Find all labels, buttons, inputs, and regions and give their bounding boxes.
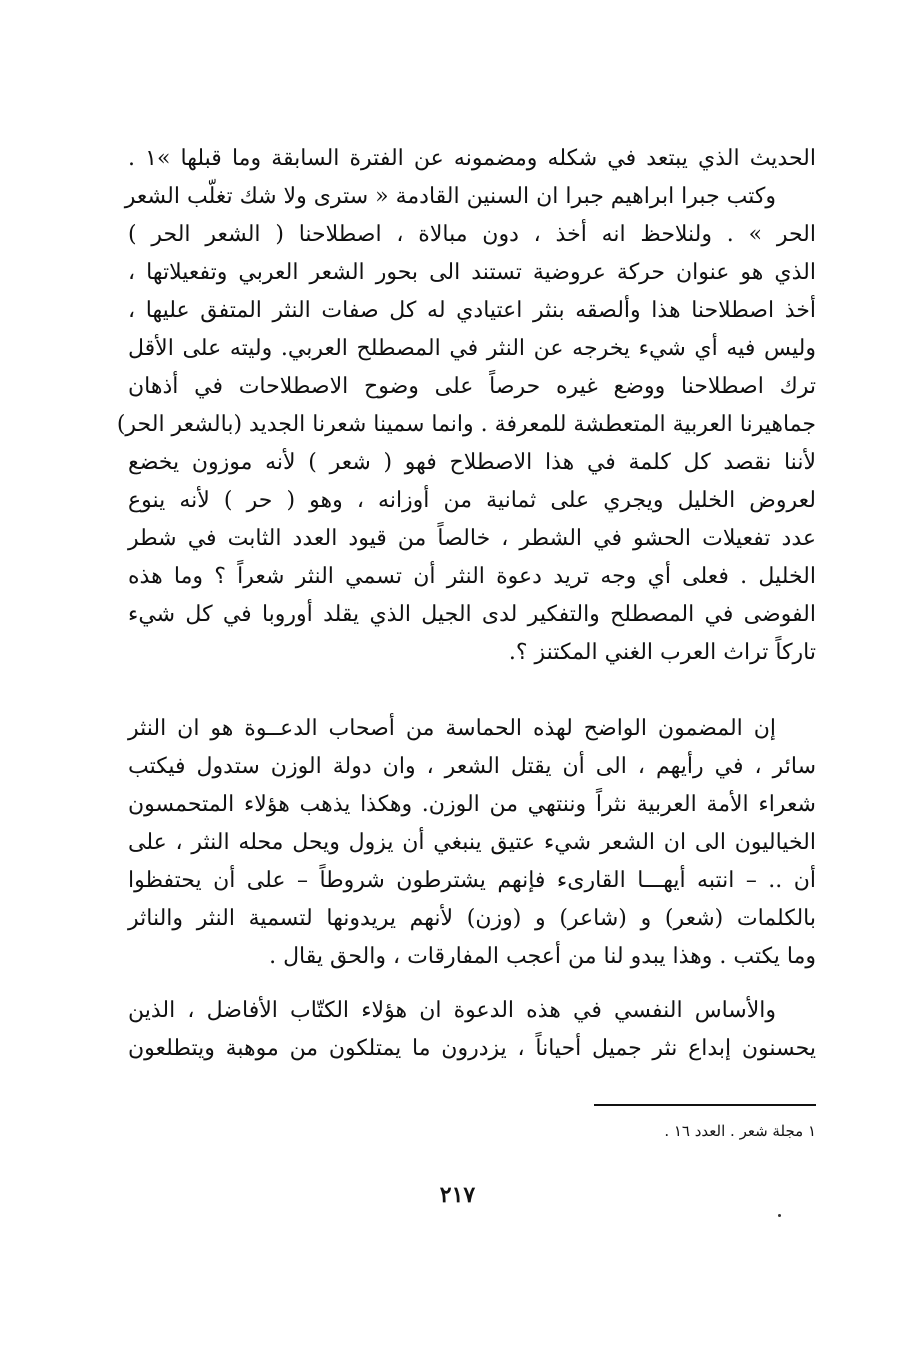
footnote: ١ مجلة شعر . العدد ١٦ . bbox=[664, 1122, 816, 1140]
text-line: سائر ، في رأيهم ، الى أن يقتل الشعر ، وان دولة الوزن ستدول فيكتب bbox=[128, 754, 816, 779]
text-line: جماهيرنا العربية المتعطشة للمعرفة . وانما سمينا شعرنا الجديد (بالشعر الحر) bbox=[116, 412, 816, 437]
paragraph-2 bbox=[128, 710, 816, 976]
text-line: إن المضمون الواضح لهذه الحماسة من أصحاب الدعــوة هو ان النثر bbox=[128, 716, 776, 741]
text-line: الفوضى في المصطلح والتفكير لدى الجيل الذي يقلد أوروبا في كل شيء bbox=[128, 602, 816, 627]
text-line: الخليل . فعلى أي وجه تريد دعوة النثر أن تسمي النثر شعراً ؟ وما هذه bbox=[128, 564, 816, 589]
text-line: وما يكتب . وهذا يبدو لنا من أعجب المفارقات ، والحق يقال . bbox=[269, 944, 816, 969]
text-line: الحديث الذي يبتعد في شكله ومضمونه عن الفترة السابقة وما قبلها »١ . bbox=[128, 146, 816, 171]
text-line: شعراء الأمة العربية نثراً وننتهي من الوزن. وهكذا يذهب هؤلاء المتحمسون bbox=[128, 792, 816, 817]
paragraph-1 bbox=[116, 140, 816, 672]
paragraph-3 bbox=[128, 992, 816, 1068]
text-line: يحسنون إبداع نثر جميل أحياناً ، يزدرون ما يمتلكون من موهبة ويتطلعون bbox=[128, 1036, 816, 1061]
text-line: الذي هو عنوان حركة عروضية تستند الى بحور الشعر العربي وتفعيلاتها ، bbox=[128, 260, 816, 285]
text-line: الحر » . ولنلاحظ انه أخذ ، دون مبالاة ، اصطلاحنا ( الشعر الحر ) bbox=[128, 222, 816, 247]
text-line: وكتب جبرا ابراهيم جبرا ان السنين القادمة « سترى ولا شك تغلّب الشعر bbox=[124, 184, 776, 209]
print-speck bbox=[778, 1214, 781, 1217]
text-line: أن .. – انتبه أيهـــا القارىء فإنهم يشترطون شروطاً – على أن يحتفظوا bbox=[128, 868, 816, 893]
text-line: أخذ اصطلاحنا هذا وألصقه بنثر اعتيادي له كل صفات النثر المتفق عليها ، bbox=[128, 298, 816, 323]
text-line: تاركاً تراث العرب الغني المكتنز ؟. bbox=[508, 640, 816, 665]
text-line: لعروض الخليل ويجري على ثمانية من أوزانه ، وهو ( حر ) لأنه ينوع bbox=[128, 488, 816, 513]
page-number: ٢١٧ bbox=[439, 1182, 476, 1208]
text-line: بالكلمات (شعر) و (شاعر) و (وزن) لأنهم يريدونها لتسمية النثر والناثر bbox=[128, 906, 816, 931]
text-line: الخياليون الى ان الشعر شيء عتيق ينبغي أن يزول ويحل محله النثر ، على bbox=[128, 830, 816, 855]
text-line: ترك اصطلاحنا ووضع غيره حرصاً على وضوح الاصطلاحات في أذهان bbox=[128, 374, 816, 399]
text-line: لأننا نقصد كل كلمة في هذا الاصطلاح فهو ( شعر ) لأنه موزون يخضع bbox=[128, 450, 816, 475]
text-line: عدد تفعيلات الحشو في الشطر ، خالصاً من قيود العدد الثابت في شطر bbox=[128, 526, 816, 551]
text-line: والأساس النفسي في هذه الدعوة ان هؤلاء الكتّاب الأفاضل ، الذين bbox=[128, 998, 776, 1023]
footnote-divider bbox=[594, 1104, 816, 1106]
text-line: وليس فيه أي شيء يخرجه عن النثر في المصطلح العربي. وليته على الأقل bbox=[128, 336, 816, 361]
